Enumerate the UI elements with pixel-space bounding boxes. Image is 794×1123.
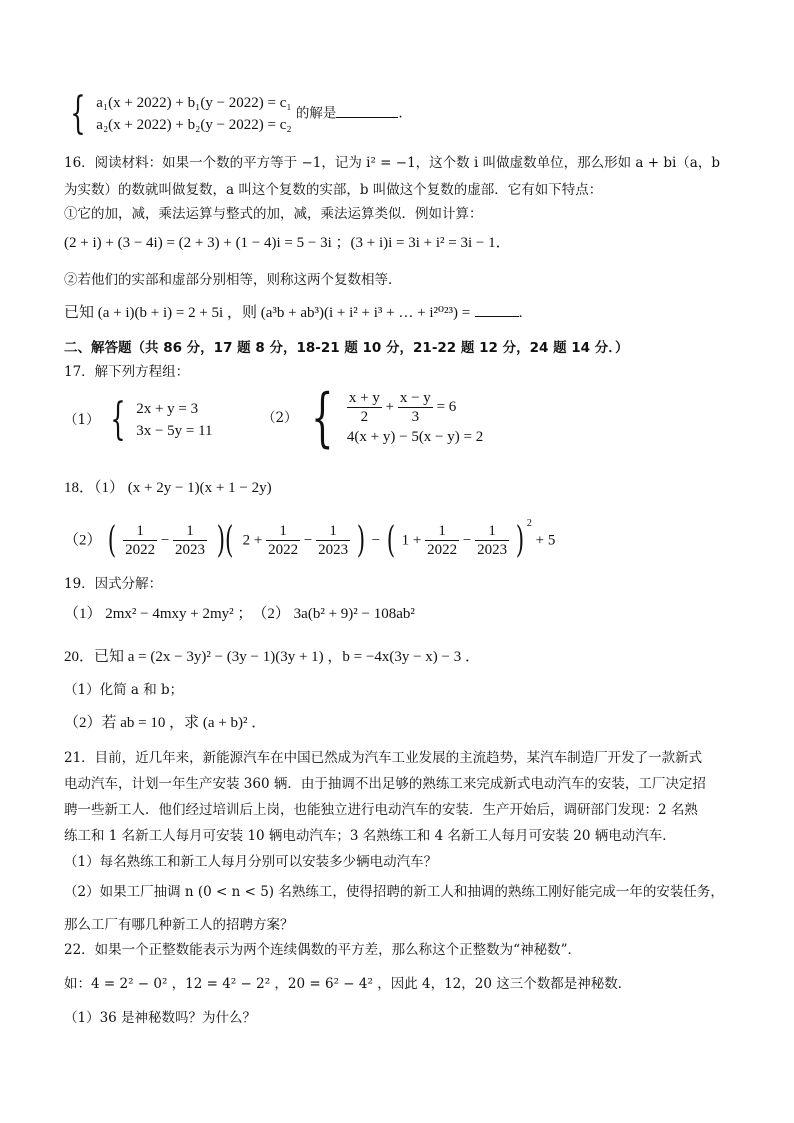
q22-part1: （1）36 是神秘数吗？为什么？	[64, 1010, 257, 1026]
q21-line3: 聘一些新工人．他们经过培训后上岗，也能独立进行电动汽车的安装．生产开始后，调研部门发现：2 名熟	[64, 802, 698, 818]
q17-p1-eq1: 2x + y = 3	[136, 401, 199, 417]
q15-eq1: a₁(x + 2022) + b₁(y − 2022) = c₁	[96, 95, 292, 111]
q17-p2-frac2: $\frac{x - y}{3}$	[399, 389, 431, 425]
q16-line5: ②若他们的实部和虚部分别相等，则称这两个复数相等．	[64, 272, 402, 288]
q15-eq2: a₂(x + 2022) + b₂(y − 2022) = c₂	[96, 117, 292, 133]
brace-icon: {	[110, 394, 126, 445]
q15-system	[64, 88, 403, 139]
q21-part2b: 那么工厂有哪几种新工人的招聘方案？	[64, 917, 294, 933]
q20-part2: （2）若 ab = 10 ，求 (a + b)² ．	[64, 715, 267, 731]
q16-line4: (2 + i) + (3 − 4i) = (2 + 3) + (1 − 4)i = 5 − 3i ；(3 + i)i = 3i + i² = 3i − 1．	[64, 235, 511, 251]
q17-p1-eq2: 3x − 5y = 11	[136, 423, 213, 439]
brace-icon: {	[311, 381, 334, 455]
q17-p2-label: （2）	[262, 410, 298, 426]
q16-end: ．	[518, 305, 532, 321]
q16-line6-expr: 已知 (a + i)(b + i) = 2 + 5i ，则 (a³b + ab³)(i + i² + i³ + … + i²⁰²³) =	[64, 305, 471, 321]
q17-p1-label: （1）	[64, 412, 100, 428]
q20-part1: （1）化简 a 和 b；	[64, 682, 184, 698]
q22-line1: 22．如果一个正整数能表示为两个连续偶数的平方差，那么称这个正整数为“神秘数”．	[64, 942, 581, 958]
q16-line1: 16．阅读材料：如果一个数的平方等于 −1，记为 i² = −1，这个数 i 叫做虚数单位，那么形如 a + bi（a，b	[64, 155, 720, 171]
q18-part2: （2） ( $\frac{1}{2022}$ − $\frac{1}{2023}$ )( 2 + $\frac{1}{2022}$ − $\frac{1}{2023}$ ) − ( 1 + $\frac{1}{2022}$ − $\frac{1}{2023}$ ) $^2$ + 5	[64, 518, 556, 561]
q17-title: 17．解下列方程组：	[64, 364, 190, 380]
q17-p1-system	[136, 398, 212, 442]
q16-line3: ①它的加，减，乘法运算与整式的加，减，乘法运算类似．例如计算：	[64, 206, 483, 222]
q17-p2-frac1: $\frac{x + y}{2}$	[348, 389, 380, 425]
q21-line2: 电动汽车，计划一年生产安装 360 辆．由于抽调不出足够的熟练工来完成新式电动汽车的安装，工厂决定招	[64, 776, 706, 792]
q19-title: 19．因式分解：	[64, 576, 163, 592]
q22-line2: 如：4 = 2² − 0² ，12 = 4² − 2² ，20 = 6² − 4² ，因此 4，12，20 这三个数都是神秘数．	[64, 976, 632, 992]
q15-equations	[96, 92, 291, 136]
q16-line2: 为实数）的数就叫做复数，a 叫这个复数的实部，b 叫做这个复数的虚部．它有如下特点：	[64, 182, 603, 198]
q15-end: .	[398, 105, 403, 122]
q15-tail: 的解是	[295, 105, 337, 122]
q17-p2-eq2: 4(x + y) − 5(x − y) = 2	[346, 428, 484, 445]
q17-p2-system: $\frac{x + y}{2}$ + $\frac{x - y}{3}$ = 6 4(x + y) − 5(x − y) = 2	[347, 389, 483, 448]
q17-part1	[64, 394, 213, 445]
q18-part1: 18．（1） (x + 2y − 1)(x + 1 − 2y)	[64, 480, 272, 496]
q21-line1: 21．目前，近几年来，新能源汽车在中国已然成为汽车工业发展的主流趋势，某汽车制造厂开发了一款新式	[64, 750, 703, 766]
section-heading: 二、解答题（共 86 分，17 题 8 分，18-21 题 10 分，21-22 题 12 分，24 题 14 分．）	[64, 340, 629, 356]
q17-part2	[262, 381, 484, 455]
q15-answer-blank	[336, 103, 398, 118]
q21-part2: （2）如果工厂抽调 n (0 < n < 5) 名熟练工，使得招聘的新工人和抽调的熟练工刚好能完成一年的安装任务，	[64, 884, 724, 900]
q16-answer-blank	[475, 302, 519, 317]
q16-line6	[64, 302, 532, 323]
q19-parts: （1） 2mx² − 4mxy + 2my² ； （2） 3a(b² + 9)² − 108ab²	[64, 606, 415, 622]
q21-line4: 练工和 1 名新工人每月可安装 10 辆电动汽车；3 名熟练工和 4 名新工人每月可安装 20 辆电动汽车．	[64, 828, 676, 844]
q21-part1: （1）每名熟练工和新工人每月分别可以安装多少辆电动汽车？	[64, 854, 438, 870]
brace-icon: {	[70, 88, 86, 139]
q20-line1: 20．已知 a = (2x − 3y)² − (3y − 1)(3y + 1) ，b = −4x(3y − x) − 3 ．	[64, 649, 481, 665]
